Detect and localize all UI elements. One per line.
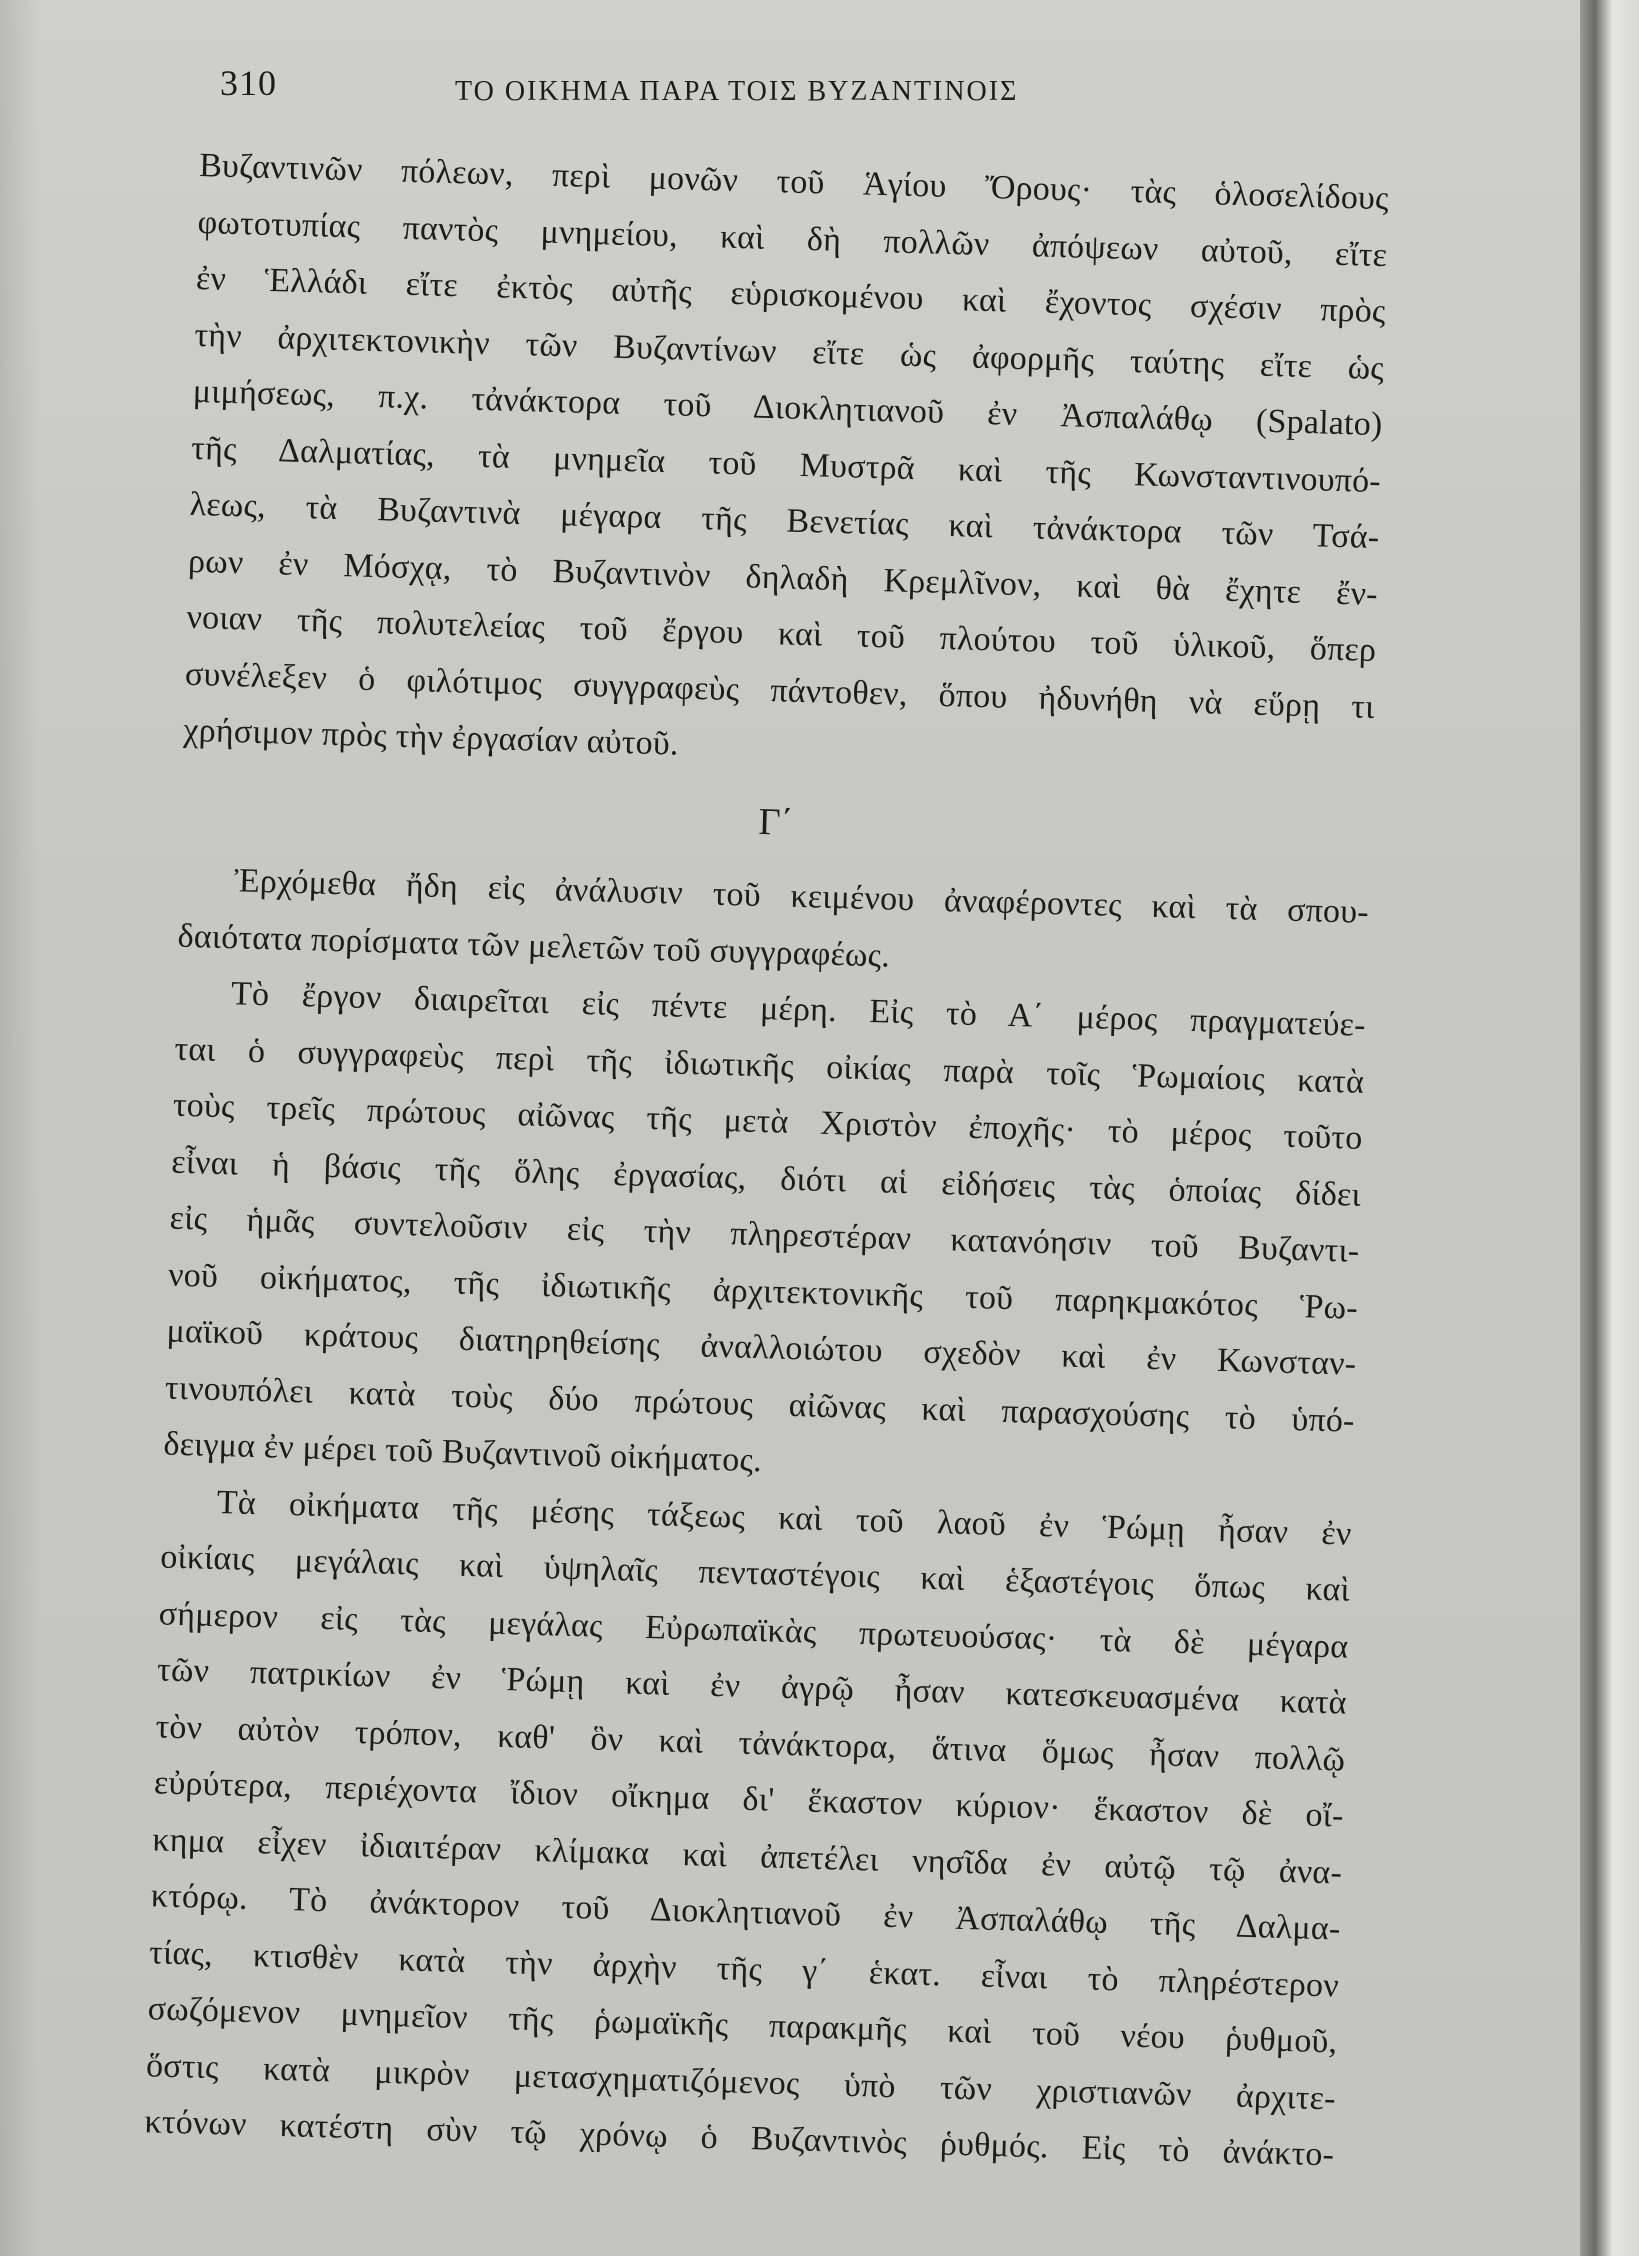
text-line: Ἐρχόμεθα ἤδη εἰς ἀνάλυσιν τοῦ κειμένου ἀναφέροντες καὶ τὰ σπου- (233, 862, 1370, 931)
running-head: ΤΟ ΟΙΚΗΜΑ ΠΑΡΑ ΤΟΙΣ ΒΥΖΑΝΤΙΝΟΙΣ (455, 76, 1019, 107)
text-line: σήμερον εἰς τὰς μεγάλας Εὐρωπαϊκὰς πρωτευούσας· τὰ δὲ μέγαρα (158, 1594, 1349, 1666)
text-line: λεως, τὰ Βυζαντινὰ μέγαρα τῆς Βενετίας καὶ τἀνάκτορα τῶν Τσά- (189, 485, 1380, 557)
text-line: τίας, κτισθὲν κατὰ τὴν ἀρχὴν τῆς γ΄ ἑκατ. εἶναι τὸ πληρέστερον (148, 1933, 1340, 2005)
text-line: μαϊκοῦ κράτους διατηρηθείσης ἀναλλοιώτου σχεδὸν καὶ ἐν Κωνσταν- (166, 1312, 1357, 1383)
text-line: εἶναι ἡ βάσις τῆς ὅλης ἐργασίας, διότι αἱ εἰδήσεις τὰς ὁποίας δίδει (170, 1143, 1362, 1214)
text-line: μιμήσεως, π.χ. τἀνάκτορα τοῦ Διοκλητιανοῦ ἐν Ἀσπαλάθῳ (Spalato) (192, 372, 1383, 444)
paragraph-3 (163, 965, 1367, 1507)
text-line: χρήσιμον πρὸς τὴν ἐργασίαν αὐτοῦ. (182, 711, 680, 763)
paragraph-1 (183, 138, 1390, 792)
text-line: εἰς ἡμᾶς συντελοῦσιν εἰς τὴν πληρεστέραν κατανόησιν τοῦ Βυζαντι- (169, 1199, 1360, 1270)
text-line: κτόνων κατέστη σὺν τῷ χρόνῳ ὁ Βυζαντινὸς ῥυθμός. Εἰς τὸ ἀνάκτο- (144, 2103, 1335, 2174)
text-line: φωτοτυπίας παντὸς μνημείου, καὶ δὴ πολλῶν ἀπόψεων αὐτοῦ, εἴτε (197, 203, 1388, 274)
section-heading: Γ΄ (758, 800, 795, 844)
page-header (220, 62, 1400, 122)
text-line: κημα εἶχεν ἰδιαιτέραν κλίμακα καὶ ἀπετέλει νησῖδα ἐν αὐτῷ τῷ ἀνα- (151, 1820, 1343, 1892)
text-line: εὐρύτερα, περιέχοντα ἴδιον οἴκημα δι' ἕκαστον κύριον· ἕκαστον δὲ οἴ- (153, 1764, 1345, 1835)
text-line: τινουπόλει κατὰ τοὺς δύο πρώτους αἰῶνας καὶ παρασχούσης τὸ ὑπό- (164, 1369, 1356, 1440)
text-line: Τὸ ἔργον διαιρεῖται εἰς πέντε μέρη. Εἰς τὸ Α΄ μέρος πραγματεύε- (230, 975, 1367, 1044)
text-line: ἐν Ἑλλάδι εἴτε ἐκτὸς αὐτῆς εὑρισκομένου καὶ ἔχοντος σχέσιν πρὸς (195, 259, 1387, 331)
text-line: ὅστις κατὰ μικρὸν μετασχηματιζόμενος ὑπὸ τῶν χριστιανῶν ἀρχιτε- (145, 2046, 1337, 2117)
paragraph-4 (144, 1473, 1352, 2184)
text-line: κτόρῳ. Τὸ ἀνάκτορον τοῦ Διοκλητιανοῦ ἐν Ἀσπαλάθῳ τῆς Δαλμα- (150, 1877, 1341, 1948)
text-line: τὴν ἀρχιτεκτονικὴν τῶν Βυζαντίνων εἴτε ὡς ἀφορμῆς ταύτης εἴτε ὡς (193, 316, 1385, 387)
text-line: Τὰ οἰκήματα τῆς μέσης τάξεως καὶ τοῦ λαοῦ ἐν Ῥώμῃ ἦσαν ἐν (216, 1483, 1352, 1553)
text-line: τῆς Δαλματίας, τὰ μνημεῖα τοῦ Μυστρᾶ καὶ τῆς Κωνσταντινουπό- (190, 429, 1382, 500)
spine-shadow (0, 0, 40, 2256)
text-line: δαιότατα πορίσματα τῶν μελετῶν τοῦ συγγραφέως. (177, 917, 891, 975)
text-block (144, 138, 1390, 2184)
text-line: νοῦ οἰκήματος, τῆς ἰδιωτικῆς ἀρχιτεκτονικῆς τοῦ παρηκμακότος Ῥω- (167, 1256, 1359, 1327)
page-edge (1580, 0, 1639, 2256)
text-line: νοιαν τῆς πολυτελείας τοῦ ἔργου καὶ τοῦ πλούτου τοῦ ὑλικοῦ, ὅπερ (186, 598, 1377, 670)
text-line: τοὺς τρεῖς πρώτους αἰῶνας τῆς μετὰ Χριστὸν ἐποχῆς· τὸ μέρος τοῦτο (172, 1086, 1364, 1157)
page-number: 310 (220, 63, 277, 103)
text-line: δειγμα ἐν μέρει τοῦ Βυζαντινοῦ οἰκήματος. (163, 1425, 763, 1480)
text-line: ται ὁ συγγραφεὺς περὶ τῆς ἰδιωτικῆς οἰκίας παρὰ τοῖς Ῥωμαίοις κατὰ (174, 1030, 1365, 1101)
text-line: τῶν πατρικίων ἐν Ῥώμῃ καὶ ἐν ἀγρῷ ἦσαν κατεσκευασμένα κατὰ (156, 1651, 1348, 1722)
text-line: τὸν αὐτὸν τρόπον, καθ' ὃν καὶ τἀνάκτορα, ἅτινα ὅμως ἦσαν πολλῷ (155, 1707, 1346, 1779)
text-line: σωζόμενον μνημεῖον τῆς ῥωμαϊκῆς παρακμῆς καὶ τοῦ νέου ῥυθμοῦ, (147, 1990, 1338, 2061)
text-line: ρων ἐν Μόσχᾳ, τὸ Βυζαντινὸν δηλαδὴ Κρεμλῖνον, καὶ θὰ ἔχητε ἔν- (187, 542, 1379, 613)
text-line: συνέλεξεν ὁ φιλότιμος συγγραφεὺς πάντοθεν, ὅπου ἠδυνήθη νὰ εὕρῃ τι (184, 655, 1376, 726)
text-line: Βυζαντινῶν πόλεων, περὶ μονῶν τοῦ Ἁγίου Ὄρους· τὰς ὁλοσελίδους (198, 146, 1390, 218)
text-line: οἰκίαις μεγάλαις καὶ ὑψηλαῖς πενταστέγοις καὶ ἑξαστέγοις ὅπως καὶ (159, 1538, 1351, 1609)
